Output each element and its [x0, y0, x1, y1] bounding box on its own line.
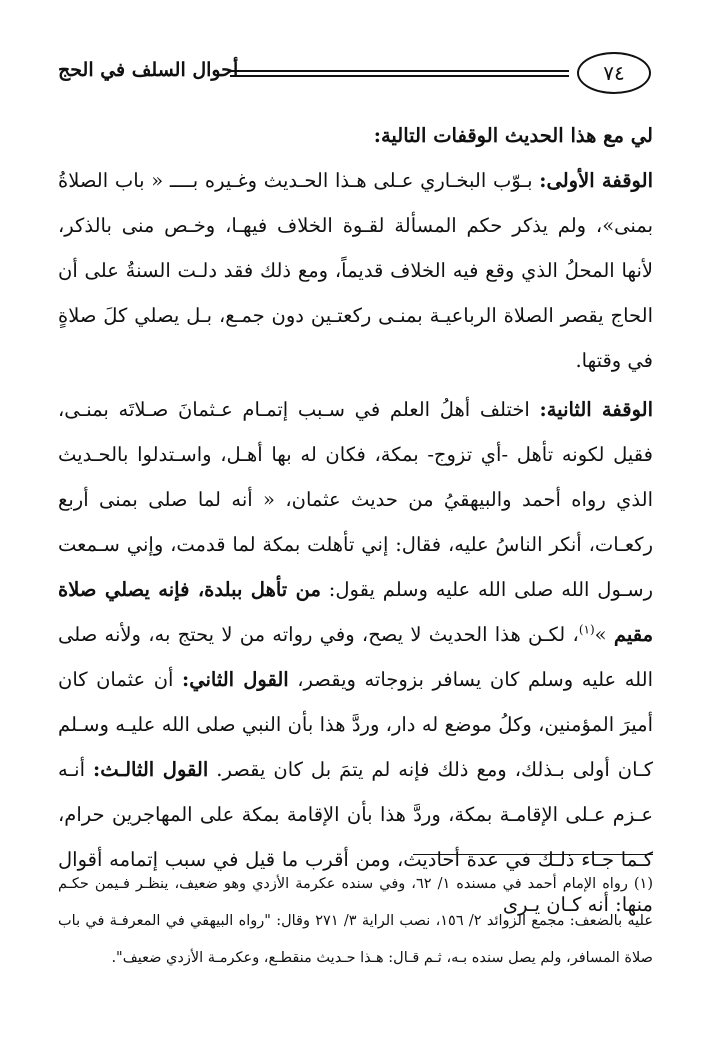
second-view-text: أن عثمان كان أميرَ المؤمنين، وكلُ موضع له دار، وردَّ هذا بأن النبي صلى الله عليـه وسـلم كـان أولى بـذلك، ومع ذلك فإنه لم يتمَ بل كان يقصر.: [58, 668, 654, 781]
second-view-label: القول الثاني:: [182, 668, 289, 691]
page-number: ٧٤: [577, 52, 651, 94]
quote-close: »: [594, 623, 607, 646]
second-stop-text: اختلف أهلُ العلم في سـبب إتمـام عـثمانَ صـلاتَه بمنـى، فقيل لكونه تأهل -أي تزوج- بمكة، فكان له بها أهـل، واسـتدلوا بالحـديث الذي رواه أحمد والبيهقيُ من حديث عثمان، « أنه لما صلى بمنى أربع ركعـات، أنكر الناسُ عليه، فقال: إني تأهلت بمكة لما قدمت، وإني سـمعت رسـول الله صلى الله عليه وسلم يقول:: [58, 398, 653, 601]
third-view-label: القول الثالـث:: [93, 758, 209, 781]
body-text: [58, 114, 653, 927]
paragraph-first-stop: [58, 158, 653, 383]
section-heading: لي مع هذا الحديث الوقفات التالية:: [373, 124, 653, 147]
second-stop-label: الوقفة الثانية:: [539, 398, 654, 421]
running-header: [58, 50, 651, 100]
header-rule-double: [230, 75, 569, 77]
running-title: أحوال السلف في الحج: [58, 59, 239, 81]
second-stop-text-cont: ، لكـن هذا الحديث لا يصح، وفي رواته من لا يحتج به، ولأنه صلى الله عليه وسلم كان يسافر بزوجاته ويقصر،: [58, 623, 653, 691]
first-stop-text: بـوّب البخـاري عـلى هـذا الحـديث وغـيره بــــ « باب الصلاةُ بمنى»، ولم يذكر حكم المسألة لقـوة الخلاف فيهـا، وخـص منى بالذكر، لأنها المحلُ الذي وقع فيه الخلاف قديماً، ومع ذلك فقد دلـت السنةُ على أن الحاج يقصر الصلاة الرباعيـة بمنـى ركعتـين دون جمـع، بـل يصلي كلَ صلاةٍ في وقتها.: [58, 169, 653, 372]
third-view-text: أنـه عـزم عـلى الإقامـة بمكة، وردَّ هذا بأن الإقامة بمكة على المهاجرين حرام، كـما جـاء ذلـك في عدة أحاديث، ومن أقرب ما قيل في سبب إتمامه أقوال منها: أنه كـان يـرى: [58, 758, 653, 916]
footnote: (١) رواه الإمام أحمد في مسنده ١/ ٦٢، وفي سنده عكرمة الأزدي وهو ضعيف، ينظـر فـيمن حكـم عليه بالضعف: مجمع الزوائد ٢/ ١٥٦، نصب الراية ٣/ ٢٧١ وقال: "رواه البيهقي في المعرفـة في باب صلاة المسافر، ولم يصل سنده بـه، ثـم قـال: هـذا حـديث منقطـع، وعكرمـة الأزدي ضعيف".: [58, 876, 653, 966]
footnote-separator: [413, 854, 653, 855]
header-rule: [230, 70, 569, 72]
hadith-quote: من تأهل ببلدة، فإنه يصلي صلاة مقيم: [58, 578, 654, 646]
paragraph-second-stop: [58, 387, 653, 927]
first-stop-label: الوقفة الأولى:: [539, 169, 653, 192]
footnote-reference[interactable]: (١): [578, 622, 595, 637]
